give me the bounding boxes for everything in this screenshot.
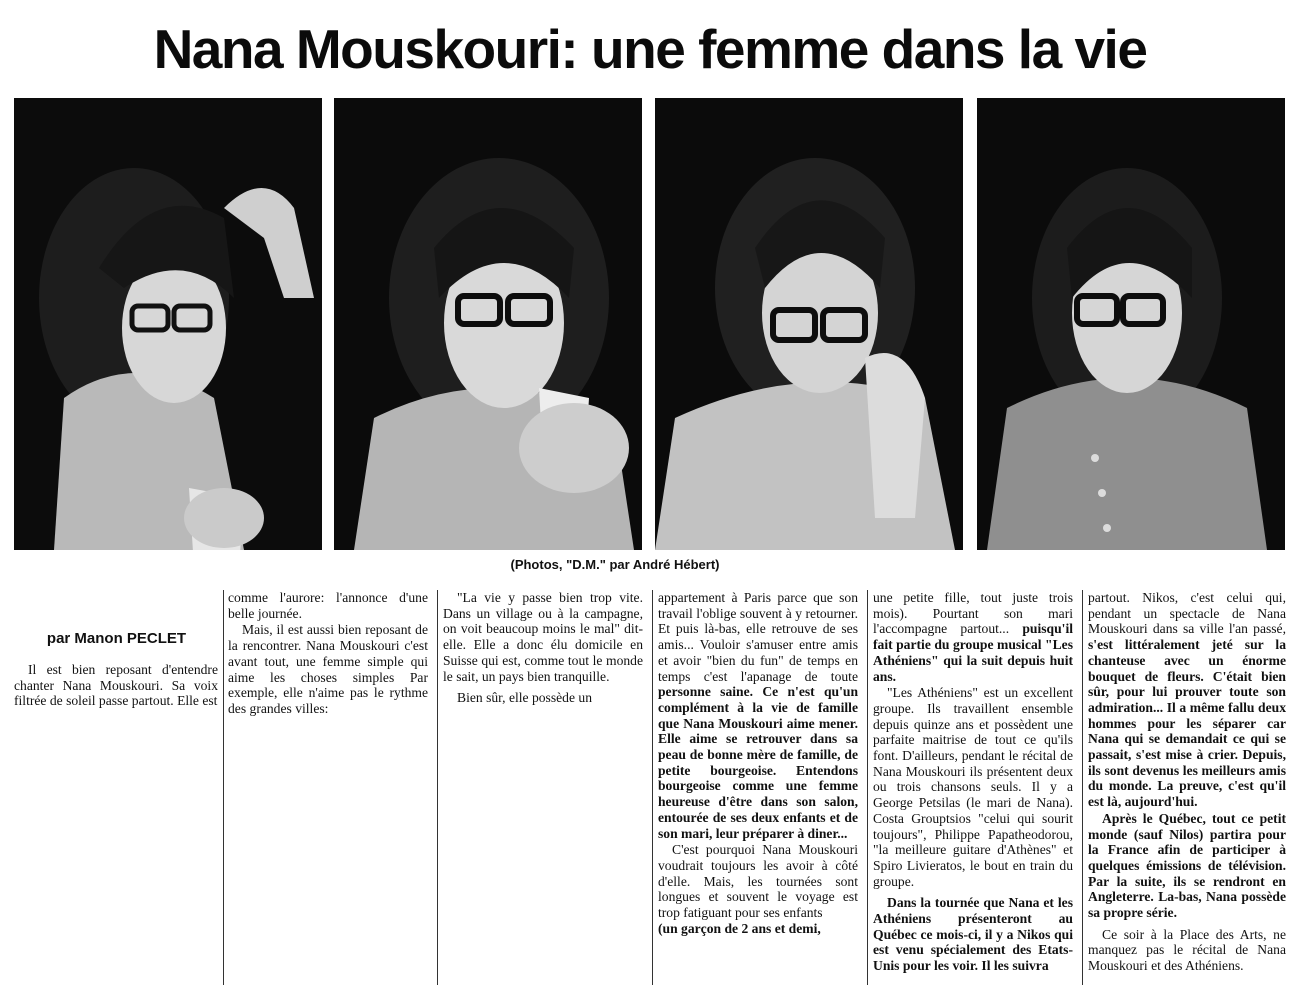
paragraph bbox=[1088, 590, 1286, 810]
paragraph: Ce soir à la Place des Arts, ne manquez pas le récital de Nana Mouskouri et des Athéniens. bbox=[1088, 926, 1286, 974]
column-5 bbox=[873, 590, 1073, 974]
column-6 bbox=[1088, 590, 1286, 974]
text-run: appartement à Paris parce que son travail l'oblige souvent à y retourner. Et puis là-bas, elle retrouve de ses amis... Vouloir s'amuser entre amis et avoir "bien du fun" de temps en temps c'est l'apanage de toute bbox=[658, 590, 858, 684]
photo-1 bbox=[14, 98, 322, 550]
byline: par Manon PECLET bbox=[46, 630, 187, 647]
paragraph: C'est pourquoi Nana Mouskouri voudrait toujours les avoir à côté d'elle. Mais, les tournées sont longues et souvent le voyage est trop fatiguant pour ses enfants bbox=[658, 842, 858, 921]
paragraph: Dans la tournée que Nana et les Athéniens présenteront au Québec ce mois-ci, il y a Nikos qui est venu spécialement des Etats-Unis pour les voir. Il les suivra bbox=[873, 895, 1073, 974]
column-2 bbox=[228, 590, 428, 717]
portrait-smiling-icon bbox=[655, 98, 963, 550]
paragraph: "La vie y passe bien trop vite. Dans un village ou à la campagne, on voit beaucoup moins le mal" dit-elle. Elle a donc élu domicile en Suisse qui est, comme tout le monde le sait, un pays bien tranquille. bbox=[443, 590, 643, 684]
text-run-bold: personne saine. Ce n'est qu'un complément à la vie de famille que Nana Mouskouri aime mener. Elle aime se retrouver dans sa peau de bonne mère de famille, de petite bourgeoise. Entendons bourgeoise comme une femme heureuse d'être dans son salon, entourée de ses deux enfants et de son mari, leur préparer à diner... bbox=[658, 684, 858, 841]
photo-credit: (Photos, "D.M." par André Hébert) bbox=[510, 557, 720, 572]
column-rule bbox=[652, 590, 653, 985]
paragraph: "Les Athéniens" est un excellent groupe. Ils travaillent ensemble depuis quinze ans et possèdent une parfaite maitrise de tout ce qu'ils font. D'ailleurs, pendant le récital de Nana Mouskouri ils présentent deux ou trois chansons seuls. Il y a George Petsilas (le mari de Nana). Costa Grouptsios "celui qui sourit toujours", Philippe Papatheodorou, "la meilleure guitare d'Athènes" et Spiro Livieratos, le bout en train du groupe. bbox=[873, 685, 1073, 889]
portrait-hand-in-hair-icon bbox=[14, 98, 322, 550]
column-4 bbox=[658, 590, 858, 936]
paragraph: Bien sûr, elle possède un bbox=[457, 690, 592, 706]
paragraph: comme l'aurore: l'annonce d'une belle journée. bbox=[228, 590, 428, 621]
paragraph bbox=[873, 590, 1073, 684]
photo-2 bbox=[334, 98, 642, 550]
column-rule bbox=[867, 590, 868, 985]
paragraph: (un garçon de 2 ans et demi, bbox=[658, 920, 821, 936]
paragraph: Mais, il est aussi bien reposant de la rencontrer. Nana Mouskouri c'est avant tout, une femme simple qui aime les choses simples Par exemple, elle n'aime pas le rythme des grandes villes: bbox=[228, 622, 428, 716]
paragraph bbox=[658, 590, 858, 841]
text-run-bold: s'est littéralement jeté sur la chanteuse avec un énorme bouquet de fleurs. C'était bien sûr, pour lui prouver toute son admiration... bbox=[1088, 637, 1286, 715]
photo-4 bbox=[977, 98, 1285, 550]
paragraph: Il est bien reposant d'entendre chanter Nana Mouskouri. Sa voix filtrée de soleil passe partout. Elle est bbox=[14, 662, 218, 709]
portrait-looking-away-icon bbox=[977, 98, 1285, 550]
paragraph: Après le Québec, tout ce petit monde (sauf Nilos) partira pour la France afin de participer à quelques émissions de télévision. Par la suite, ils se rendront en Angleterre. La-bas, Nana possède sa propre série. bbox=[1088, 810, 1286, 921]
column-rule bbox=[1082, 590, 1083, 985]
text-run: partout. Nikos, c'est celui qui, pendant un spectacle de Nana Mouskouri dans sa ville l'an passé, bbox=[1088, 590, 1286, 637]
headline: Nana Mouskouri: une femme dans la vie bbox=[153, 18, 1147, 80]
text-run: une petite fille, tout juste trois mois). Pourtant son mari l'accompagne partout... bbox=[873, 590, 1073, 637]
column-3 bbox=[443, 590, 643, 706]
text-run-bold: puisqu'il fait partie du groupe musical "Les Athéniens" qui la suit depuis huit ans. bbox=[873, 621, 1073, 684]
column-rule bbox=[437, 590, 438, 985]
column-rule bbox=[223, 590, 224, 985]
text-run-bold: Il a même fallu deux hommes pour les séparer car Nana qui se demandait ce qui se passait, s'est mise à crier. Depuis, ils sont devenus les meilleurs amis du monde. La preuve, c'est qu'il est là, aujourd'hui. bbox=[1088, 699, 1287, 810]
column-1 bbox=[14, 662, 218, 709]
portrait-holding-cup-icon bbox=[334, 98, 642, 550]
photo-3 bbox=[655, 98, 963, 550]
